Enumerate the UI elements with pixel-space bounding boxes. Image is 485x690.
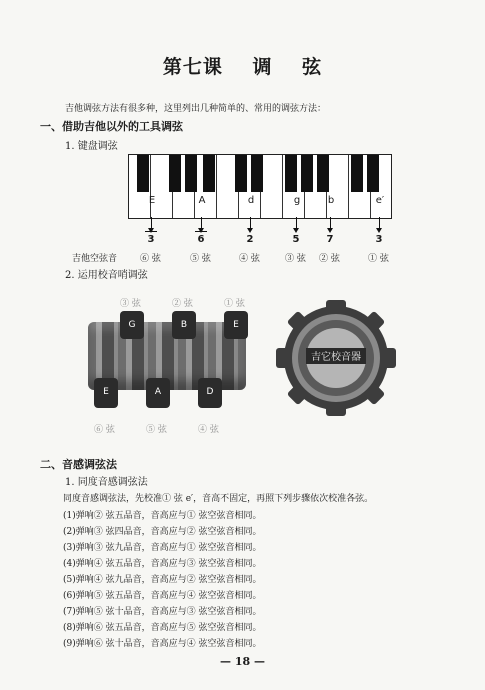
section2-heading: 二、音感调弦法 [40,458,117,471]
step-item: (7)弹响⑤ 弦十品音，音高应与③ 弦空弦音相同。 [63,607,262,617]
method-lead: 同度音感调弦法，先校准① 弦 e′，音高不固定，再照下列步骤依次校准各弦。 [63,494,374,504]
jianpu-number: 3 [375,234,383,245]
step-item: (4)弹响④ 弦五品音，音高应与③ 弦空弦音相同。 [63,559,262,569]
key-label: b [327,195,335,206]
step-item: (3)弹响③ 弦九品音，音高应与① 弦空弦音相同。 [63,543,262,553]
section1-heading: 一、借助吉他以外的工具调弦 [40,120,183,133]
pipe-string-label: ⑥ 弦 [94,425,115,435]
open-string: ② 弦 [319,254,340,264]
pipe-note-tab: E [224,311,248,339]
dot-mark [145,231,157,233]
black-key [235,155,247,192]
step-item: (2)弹响③ 弦四品音，音高应与② 弦空弦音相同。 [63,527,262,537]
round-pitch-pipe-photo [274,300,398,416]
arrowhead [327,228,333,233]
white-key [261,155,283,218]
pitch-pipe-subheading: 2. 运用校音哨调弦 [65,270,148,281]
jianpu-number: 6 [197,234,205,245]
open-string: ① 弦 [368,254,389,264]
jianpu-number: 3 [147,234,155,245]
open-string: ⑤ 弦 [190,254,211,264]
pitch-pipe-brand: 吉它校音器 [311,352,361,363]
step-item: (8)弹响⑥ 弦五品音，音高应与⑤ 弦空弦音相同。 [63,623,262,633]
black-key [185,155,197,192]
dot-mark [195,231,207,233]
key-label: g [293,195,301,206]
pipe-note-tab: B [172,311,196,339]
pipe-string-label: ③ 弦 [120,299,141,309]
black-key [317,155,329,192]
pipe-note-tab: E [94,378,118,408]
pipe-note-tab: D [198,378,222,408]
black-key [351,155,363,192]
intro-text: 吉他调弦方法有很多种，这里列出几种简单的、常用的调弦方法： [65,104,327,114]
step-item: (5)弹响④ 弦九品音，音高应与② 弦空弦音相同。 [63,575,262,585]
pitch-pipe-photo [88,320,246,397]
black-key [301,155,313,192]
arrowhead [293,228,299,233]
page-title: 第七课 调 弦 [162,56,323,78]
white-key [327,155,349,218]
pipe-string-label: ④ 弦 [198,425,219,435]
keyboard-tuning-subheading: 1. 键盘调弦 [65,141,118,152]
black-key [203,155,215,192]
pipe-note-tab: A [146,378,170,408]
unison-tuning-subheading: 1. 同度音感调弦法 [65,477,148,488]
keyboard-diagram [128,154,392,219]
open-string: ④ 弦 [239,254,260,264]
open-string: ③ 弦 [285,254,306,264]
jianpu-number: 5 [292,234,300,245]
jianpu-number: 2 [246,234,254,245]
black-key [169,155,181,192]
black-key [367,155,379,192]
key-label: e′ [375,195,385,206]
black-key [251,155,263,192]
pipe-string-label: ① 弦 [224,299,245,309]
page-number: — 18 — [220,655,265,668]
pipe-string-label: ② 弦 [172,299,193,309]
open-strings-label: 吉他空弦音 [72,254,118,264]
step-item: (6)弹响⑤ 弦五品音，音高应与④ 弦空弦音相同。 [63,591,262,601]
pipe-string-label: ⑤ 弦 [146,425,167,435]
key-label: A [198,195,206,206]
open-string: ⑥ 弦 [140,254,161,264]
jianpu-number: 7 [326,234,334,245]
key-label: E [148,195,156,206]
key-label: d [247,195,255,206]
black-key [137,155,149,192]
step-item: (9)弹响⑥ 弦十品音，音高应与④ 弦空弦音相同。 [63,639,262,649]
pipe-note-tab: G [120,311,144,339]
step-item: (1)弹响② 弦五品音，音高应与① 弦空弦音相同。 [63,511,262,521]
arrowhead [376,228,382,233]
arrowhead [247,228,253,233]
black-key [285,155,297,192]
